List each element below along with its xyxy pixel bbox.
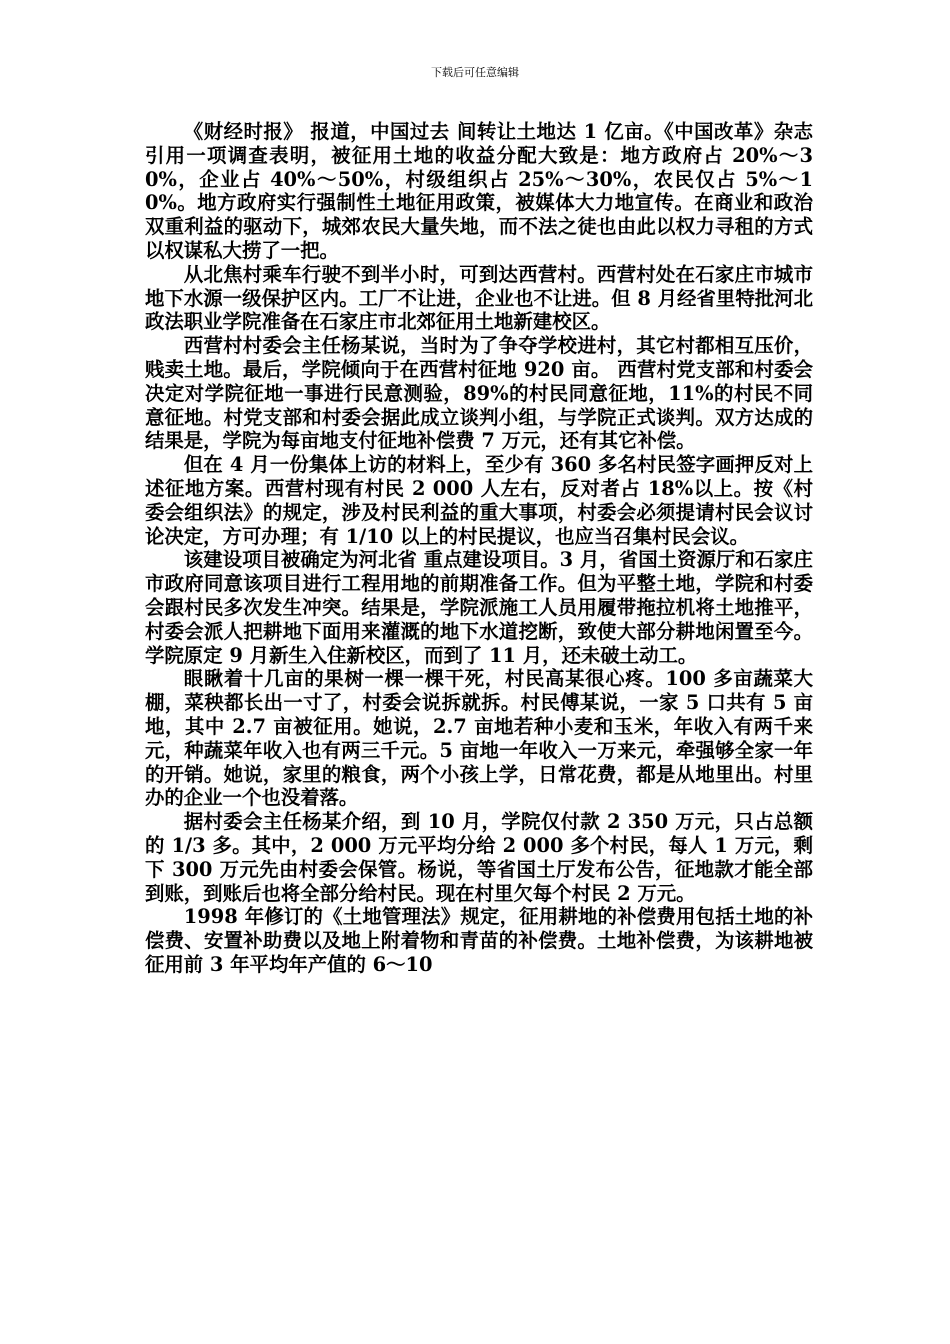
paragraph: 从北焦村乘车行驶不到半小时，可到达西营村。西营村处在石家庄市城市地下水源一级保护区内。工厂不让进，企业也不让进。但 8 月经省里特批河北政法职业学院准备在石家庄市北郊征用土地新建校区。: [145, 262, 813, 334]
paragraph: 该建设项目被确定为河北省 重点建设项目。3 月，省国土资源厅和石家庄市政府同意该项目进行工程用地的前期准备工作。但为平整土地，学院和村委会跟村民多次发生冲突。结果是，学院派施工人员用履带拖拉机将土地推平，村委会派人把耕地下面用来灌溉的地下水道挖断，致使大部分耕地闲置至今。学院原定 9 月新生入住新校区，而到了 11 月，还未破土动工。: [145, 548, 813, 667]
paragraph: 据村委会主任杨某介绍，到 10 月，学院仅付款 2 350 万元，只占总额的 1/3 多。其中，2 000 万元平均分给 2 000 多个村民，每人 1 万元，剩下 300 万元先由村委会保管。杨说，等省国土厅发布公告，征地款才能全部到账，到账后也将全部分给村民。现在村里欠每个村民 2 万元。: [145, 810, 813, 905]
paragraph: 但在 4 月一份集体上访的材料上，至少有 360 多名村民签字画押反对上述征地方案。西营村现有村民 2 000 人左右，反对者占 18%以上。按《村委会组织法》的规定，涉及村民利益的重大事项，村委会必须提请村民会议讨论决定，方可办理；有 1/10 以上的村民提议，也应当召集村民会议。: [145, 453, 813, 548]
article-body: [145, 120, 813, 977]
paragraph: 《财经时报》 报道，中国过去 间转让土地达 1 亿亩。《中国改革》杂志 引用一项调查表明，被征用土地的收益分配大致是：地方政府占 20%～30%，企业占 40%～50%，村级组织占 25%～30%，农民仅占 5%～10%。地方政府实行强制性土地征用政策，被媒体大力地宣传。在商业和政治双重利益的驱动下，城郊农民大量失地，而不法之徒也由此以权力寻租的方式以权谋私大捞了一把。: [145, 120, 813, 262]
paragraph: 西营村村委会主任杨某说，当时为了争夺学校进村，其它村都相互压价，贱卖土地。最后，学院倾向于在西营村征地 920 亩。 西营村党支部和村委会决定对学院征地一事进行民意测验，89%的村民同意征地，11%的村民不同意征地。村党支部和村委会据此成立谈判小组，与学院正式谈判。双方达成的结果是，学院为每亩地支付征地补偿费 7 万元，还有其它补偿。: [145, 334, 813, 453]
paragraph: 1998 年修订的《土地管理法》规定，征用耕地的补偿费用包括土地的补偿费、安置补助费以及地上附着物和青苗的补偿费。土地补偿费，为该耕地被征用前 3 年平均年产值的 6～10: [145, 905, 813, 976]
page-header: 下载后可任意编辑: [431, 66, 519, 79]
paragraph: 眼瞅着十几亩的果树一棵一棵干死，村民高某很心疼。100 多亩蔬菜大棚，菜秧都长出一寸了，村委会说拆就拆。村民傅某说，一家 5 口共有 5 亩地，其中 2.7 亩被征用。她说，2.7 亩地若种小麦和玉米，年收入有两千来元，种蔬菜年收入也有两三千元。5 亩地一年收入一万来元，牵强够全家一年的开销。她说，家里的粮食，两个小孩上学，日常花费，都是从地里出。村里办的企业一个也没着落。: [145, 667, 813, 810]
